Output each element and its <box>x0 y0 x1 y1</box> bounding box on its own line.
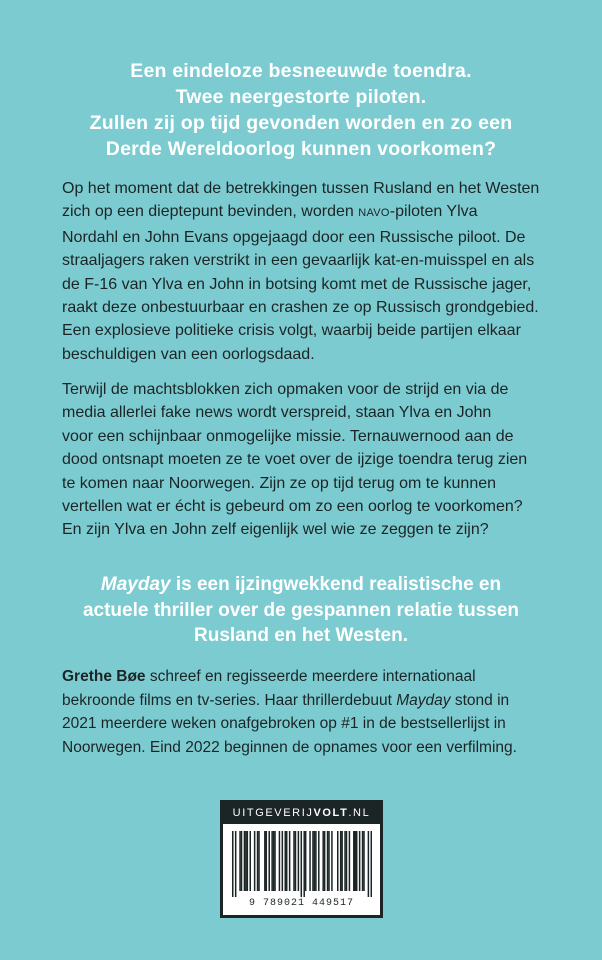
barcode-bar <box>268 831 270 891</box>
barcode-bar <box>361 831 363 891</box>
barcode-bar <box>249 831 251 891</box>
text-line: media allerlei fake news wordt verspreid, staan Ylva en John <box>62 404 492 422</box>
barcode-bar <box>303 831 305 897</box>
tagline-line: Derde Wereldoorlog kunnen voorkomen? <box>105 138 497 160</box>
text-line: vertellen wat er écht is gebeurd om zo een oorlog te voorkomen? <box>62 498 523 516</box>
barcode-bar <box>355 831 357 891</box>
barcode-bar <box>367 831 369 897</box>
author-name: Grethe Bøe <box>62 668 146 685</box>
barcode-box <box>220 800 383 918</box>
barcode-bar <box>258 831 260 891</box>
publisher-bold: VOLT <box>313 807 349 819</box>
barcode-bar <box>240 831 242 891</box>
text-line <box>62 200 546 225</box>
text-line: beschuldigen van een oorlogsdaad. <box>62 345 315 363</box>
barcode-bar <box>274 831 276 891</box>
barcode-bar <box>300 831 302 897</box>
barcode-bar <box>328 831 330 891</box>
barcode-bar <box>232 831 234 897</box>
closing-line <box>0 572 602 598</box>
text-span: schreef en regisseerde meerdere internationaal <box>145 668 476 685</box>
text-line <box>62 665 552 689</box>
tagline <box>0 58 602 162</box>
barcode-bar <box>354 831 356 891</box>
text-line: Op het moment dat de betrekkingen tussen Rusland en het Westen <box>62 180 540 197</box>
text-span: bekroonde films en tv-series. Haar thrillerdebuut <box>62 691 397 709</box>
text-line: te komen naar Noorwegen. Zijn ze op tijd terug om te kunnen <box>62 474 497 492</box>
barcode-bar <box>246 831 248 891</box>
barcode-bar <box>253 831 255 891</box>
text-line: voor een schijnbaar onmogelijke missie. Ternauwernood aan de <box>62 427 514 445</box>
barcode-bar <box>294 831 296 891</box>
barcode-bar <box>278 831 280 891</box>
text-span: zich op een dieptepunt bevinden, worden <box>62 203 359 221</box>
barcode-bar <box>271 831 273 891</box>
barcode-bar <box>358 831 360 891</box>
tagline-line: Zullen zij op tijd gevonden worden en zo een <box>89 112 513 134</box>
text-line: Terwijl de machtsblokken zich opmaken voor de strijd en via de <box>62 381 509 398</box>
barcode-bar <box>284 831 286 891</box>
barcode-bar <box>272 831 274 891</box>
barcode-icon <box>232 831 372 897</box>
text-line <box>62 689 552 713</box>
navo-abbreviation: NAVO <box>358 207 390 220</box>
barcode-bar <box>313 831 315 891</box>
barcode-bar <box>293 831 295 891</box>
barcode-bar <box>297 831 299 891</box>
synopsis-paragraph-1 <box>62 177 546 366</box>
barcode-bar <box>318 831 320 891</box>
barcode-bar <box>281 831 283 891</box>
text-span: stond in <box>450 691 510 709</box>
publisher-suffix: .NL <box>348 807 371 819</box>
barcode-bar <box>264 831 266 891</box>
barcode-bar <box>312 831 314 891</box>
barcode-bar <box>353 831 355 891</box>
barcode-bar <box>304 831 306 891</box>
barcode-bar <box>345 831 347 891</box>
text-line: dood ontsnapt moeten ze te voet over de ijzige toendra terug zien <box>62 451 528 469</box>
barcode-bar <box>315 831 317 891</box>
text-line: Een explosieve politieke crisis volgt, waarbij beide partijen elkaar <box>62 322 521 340</box>
barcode-bar <box>363 831 365 891</box>
author-bio <box>62 665 552 759</box>
publisher-url <box>223 803 380 824</box>
barcode-bar <box>265 831 267 891</box>
barcode-bar <box>370 831 371 897</box>
book-title: Mayday <box>396 691 451 709</box>
barcode-bar <box>234 831 236 897</box>
text-line: straaljagers raken verstrikt in een gevaarlijk kat-en-muisspel en als <box>62 252 535 270</box>
tagline-line: Twee neergestorte piloten. <box>175 86 427 108</box>
barcode-bar <box>348 831 350 891</box>
synopsis-paragraph-2 <box>62 378 546 542</box>
barcode-bar <box>245 831 247 891</box>
barcode-bar <box>256 831 258 891</box>
tagline-line: Een eindeloze besneeuwde toendra. <box>130 60 472 82</box>
barcode-bar <box>243 831 245 891</box>
barcode-bar <box>326 831 328 891</box>
text-span: is een ijzingwekkend realistische en <box>170 574 502 595</box>
barcode-bar <box>288 831 290 891</box>
text-line: de F-16 van Ylva en John in botsing komt met de Russische jager, <box>62 275 532 293</box>
isbn-number: 9 789021 449517 <box>248 898 354 909</box>
barcode-bar <box>309 831 311 891</box>
text-line: raakt deze onbestuurbaar en crashen ze op Russisch grondgebied. <box>62 299 539 317</box>
barcode-bar <box>285 831 287 891</box>
text-line: Noorwegen. Eind 2022 beginnen de opnames voor een verfilming. <box>62 738 517 756</box>
barcode-bar <box>323 831 325 891</box>
closing-line: actuele thriller over de gespannen relatie tussen <box>82 599 520 621</box>
text-span: -piloten Ylva <box>389 203 478 221</box>
barcode-bar <box>339 831 341 891</box>
publisher-prefix: UITGEVERIJ <box>232 807 314 819</box>
text-line: En zijn Ylva en John zelf eigenlijk wel wie ze zeggen te zijn? <box>62 521 489 539</box>
book-title: Mayday <box>100 574 171 595</box>
barcode-bar <box>239 831 241 891</box>
barcode-bar <box>344 831 346 891</box>
closing-statement <box>0 572 602 649</box>
text-line: 2021 meerdere weken onafgebroken op #1 in de bestsellerlijst in <box>62 715 506 732</box>
barcode-bar <box>322 831 324 891</box>
text-line: Nordahl en John Evans opgejaagd door een Russische piloot. De <box>62 228 526 246</box>
barcode-bar <box>341 831 343 891</box>
barcode-bar <box>331 831 333 891</box>
barcode-bar <box>337 831 339 891</box>
closing-line: Rusland en het Westen. <box>194 625 408 646</box>
